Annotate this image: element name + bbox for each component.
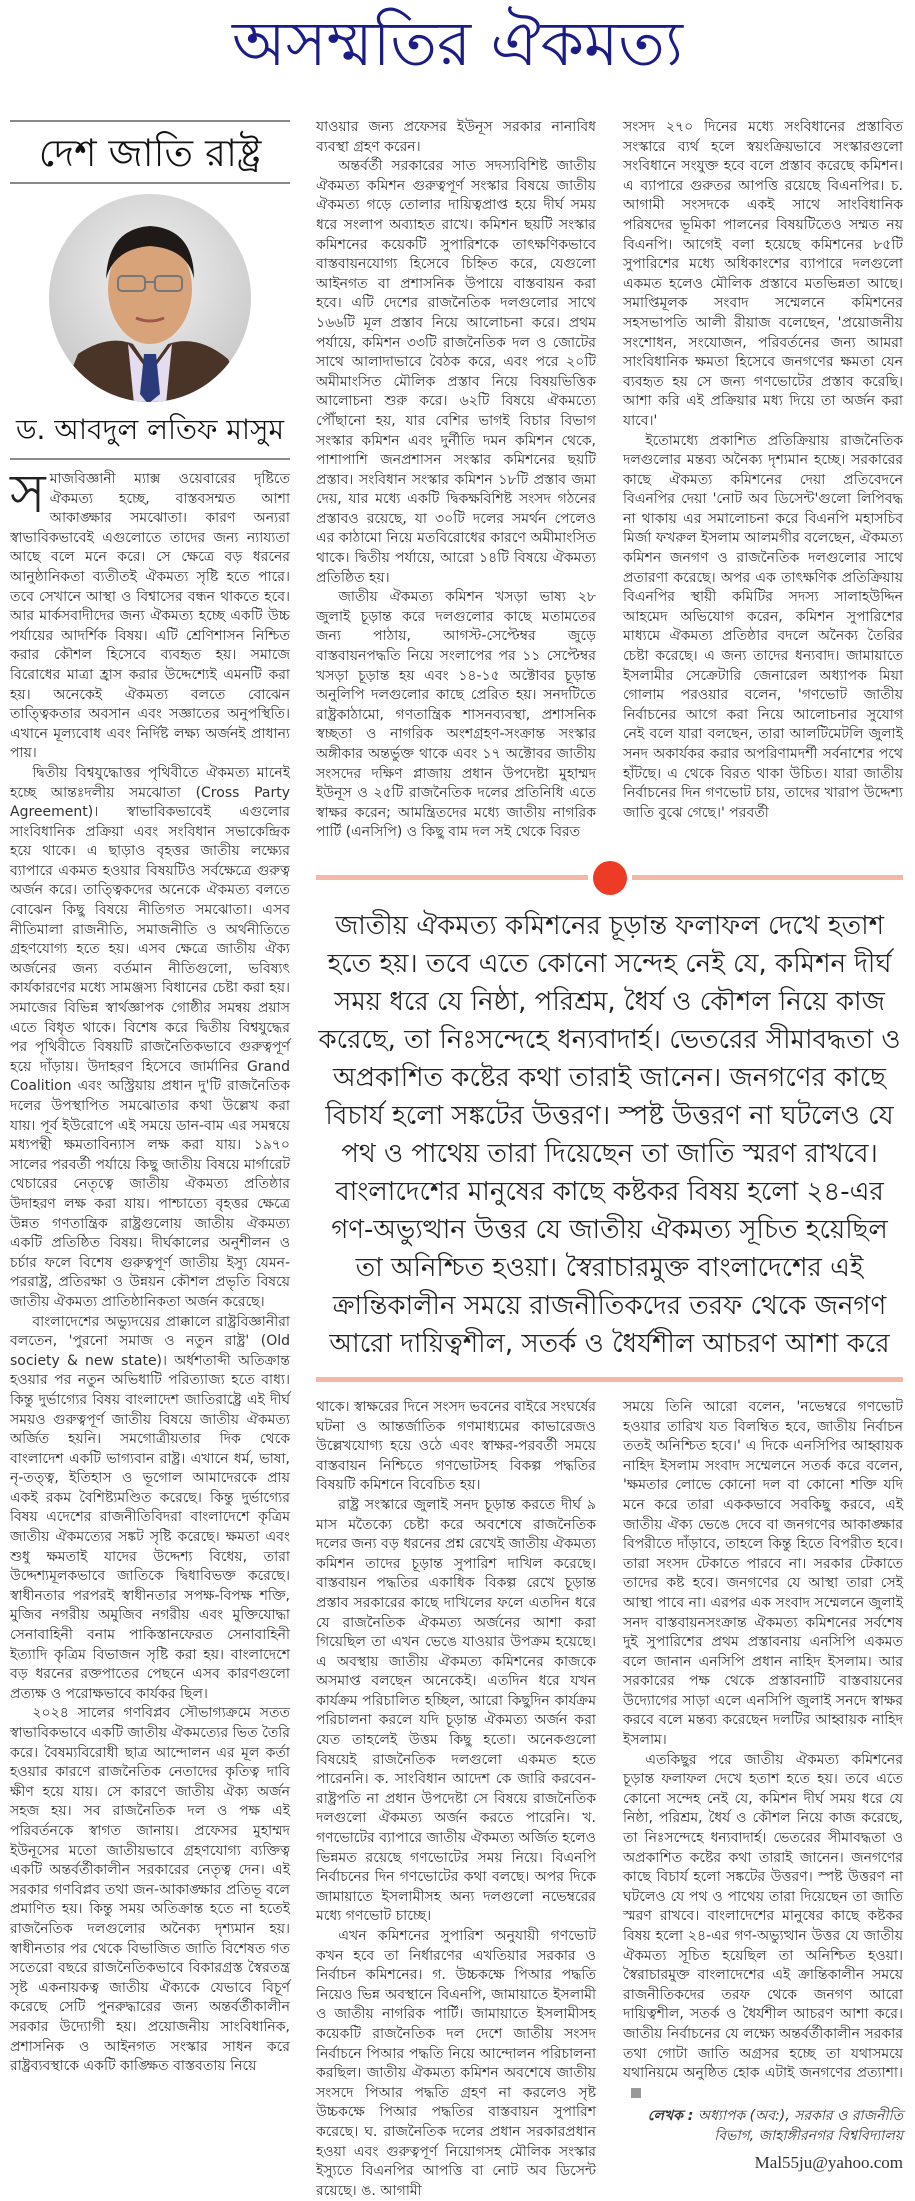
left-column-wrapper	[10, 120, 290, 2077]
pull-quote-block	[316, 843, 903, 1398]
author-email: Mal55ju@yahoo.com	[754, 2152, 903, 2172]
red-dot-icon	[593, 861, 627, 895]
paragraph: রাষ্ট্র সংস্কারে জুলাই সনদ চূড়ান্ত করতে দীর্ঘ ৯ মাস মতৈক্যে চেষ্টা করে অবশেষে রাজনৈতিক দলের জন্য বড় ধরনের প্রশ্ন রেখেই জাতীয় ঐকমত্য কমিশন তাদের চূড়ান্ত সুপারিশ দাখিল করেছে। বাস্তবায়ন পদ্ধতির একাধিক বিকল্প রেখে চূড়ান্ত প্রস্তাব সরকারের কাছে দাখিলের ফলে এতদিন ধরে যে রাজনৈতিক ঐকমত্য অর্জনের আশা করা গিয়েছিল তা এখন ভেঙে যাওয়ার উপক্রম হয়েছে। এ অবস্থায় জাতীয় ঐকমত্য কমিশনের কাজকে অসমাপ্ত বলছেন অনেকেই। এতদিন ধরে যখন কার্যক্রম পরিচালিত হচ্ছিল, আরো কিছুদিন কার্যক্রম পরিচালনা করলে যদি চূড়ান্ত ঐকমত্য অর্জন করা যেত তাহলেই উত্তম কিছু হতো। অনেকগুলো বিষয়েই রাজনৈতিক দলগুলো একমত হতে পারেননি। ক. সাংবিধান আদেশ কে জারি করবেন- রাষ্ট্রপতি না প্রধান উপদেষ্টা সে বিষয়ে রাজনৈতিক দলগুলো ঐকমত্য অর্জন করতে পারেনি। খ. গণভোটের ব্যাপারে জাতীয় ঐকমত্য অর্জিত হলেও ভিন্নমত রয়েছে গণভোটের সময় নিয়ে। বিএনপি নির্বাচনের দিন গণভোটের কথা বলছে। অপর দিকে জামায়াতে ইসলামীসহ অন্য দলগুলো নভেম্বরের মধ্যে গণভোট চাচ্ছে।	[316, 1496, 596, 1925]
right-column-bottom	[623, 1398, 903, 2172]
drop-cap: স	[10, 462, 46, 525]
paragraph: এখন কমিশনের সুপারিশ অনুযায়ী গণভোট কখন হবে তা নির্ধারণের এখতিয়ার সরকার ও নির্বাচন কমিশনের। গ. উচ্চকক্ষে পিআর পদ্ধতি নিয়েও ভিন্ন অবস্থানে বিএনপি, জামায়াতে ইসলামী ও জাতীয় নাগরিক পার্টি। জামায়াতে ইসলামীসহ কয়েকটি রাজনৈতিক দল দেশে জাতীয় সংসদ নির্বাচনে পিআর পদ্ধতি নিয়ে আন্দোলন পরিচালনা করছিল। জাতীয় ঐকমত্য কমিশন অবশেষে জাতীয় সংসদে পিআর পদ্ধতি গ্রহণ না করলেও সৃষ্ট উচ্চকক্ষে পিআর পদ্ধতির বাস্তবায়ন সুপারিশ করেছে। ঘ. রাজনৈতিক দলের প্রধান সরকারপ্রধান হওয়া এবং গুরুত্বপূর্ণ নিয়োগসহ মৌলিক সংস্কার ইস্যুতে বিএনপির আপত্তি বা নোট অব ডিসেন্ট রয়েছে। ঙ. আগামী	[316, 1928, 596, 2199]
paragraph: সমাজবিজ্ঞানী ম্যাক্স ওয়েবারের দৃষ্টিতে ঐকমত্য হচ্ছে, বাস্তবসম্মত আশা আকাঙ্ক্ষার সমঝোতা। কারণ অন্যরা স্বাভাবিকভাবেই এগুলোতে তাদের জন্য ন্যায্যতা আছে বলে মনে করে। সে ক্ষেত্রে বড় ধরনের আনুষ্ঠানিকতা ব্যতীতই ঐকমত্য সৃষ্টি হতে পারে। তবে সেখানে আস্থা ও বিশ্বাসের বন্ধন থাকতে হবে। আর মার্কসবাদীদের জন্য ঐকমত্য হচ্ছে একটি উচ্চ পর্যায়ের আদর্শিক বিষয়। এটি শ্রেণিশাসন নিশ্চিত করার কৌশল হিসেবে ব্যবহৃত হয়। সমাজে বিরোধের মাত্রা হ্রাস করার উদ্দেশ্যেই এমনটি করা হয়। অনেকেই ঐকমত্য বলতে বোঝেন তাত্ত্বিকতার অবসান এবং সজ্ঞাতের অনুপস্থিতি। এখানে মূল্যবোধ এবং নির্দিষ্ট লক্ষ্য অর্জনই প্রাধান্য পায়।	[10, 462, 290, 762]
pull-quote: জাতীয় ঐকমত্য কমিশনের চূড়ান্ত ফলাফল দেখে হতাশ হতে হয়। তবে এতে কোনো সন্দেহ নেই যে, কমিশন দীর্ঘ সময় ধরে যে নিষ্ঠা, পরিশ্রম, ধৈর্য ও কৌশল নিয়ে কাজ করেছে, তা নিঃসন্দেহে ধন্যবাদার্হ। ভেতরের সীমাবদ্ধতা ও অপ্রকাশিত কষ্টের কথা তারাই জানেন। জনগণের কাছে বিচার্য হলো সঙ্কটের উত্তরণ। স্পষ্ট উত্তরণ না ঘটলেও যে পথ ও পাথেয় তারা দিয়েছেন তা জাতি স্মরণ রাখবে। বাংলাদেশের মানুষের কাছে কষ্টকর বিষয় হলো ২৪-এর গণ-অভ্যুত্থান উত্তর যে জাতীয় ঐকমত্য সূচিত হয়েছিল তা অনিশ্চিত হওয়া। স্বৈরাচারমুক্ত বাংলাদেশের এই ক্রান্তিকালীন সময়ে রাজনীতিকদের তরফ থেকে জনগণ আরো দায়িত্বশীল, সতর্ক ও ধৈর্যশীল আচরণ আশা করে	[318, 910, 901, 1359]
bottom-columns	[316, 1398, 903, 2201]
pull-quote-rule	[632, 875, 904, 880]
paragraph: দ্বিতীয় বিশ্বযুদ্ধোত্তর পৃথিবীতে ঐকমত্য মানেই হচ্ছে আন্তঃদলীয় সমঝোতা (Cross Party Agreement)। স্বাভাবিকভাবেই এগুলোর সাংবিধানিক প্রক্রিয়া এবং সংবিধান সভাকেন্দ্রিক হয়ে থাকে। এ ছাড়াও বৃহত্তর জাতীয় লক্ষ্যের ব্যাপারে একমত হওয়ার বিষয়টিও সর্বক্ষেত্রে গুরুত্ব অর্জন করে। তাত্ত্বিকদের অনেকে ঐকমত্য বলতে বোঝেন কিছু বিষয়ে নীতিগত সমঝোতা। এসব নীতিমালা রাজনীতি, সমাজনীতি ও অর্থনীতিতে গ্রহণযোগ্য হতে হয়। এসব ক্ষেত্রে জাতীয় ঐক্য অর্জনের জন্য বর্তমান নীতিগুলো, ভবিষ্যৎ কার্যকারণের মধ্যে সামঞ্জস্য বিধানের চেষ্টা করা হয়। সমাজের বিভিন্ন স্বার্থজ্ঞাপক গোষ্ঠীর সমন্বয় প্রয়াস এতে বিধৃত থাকে। বিশেষ করে দ্বিতীয় বিশ্বযুদ্ধের পর পৃথিবীতে বিষয়টি রাজনৈতিকভাবে গুরুত্বপূর্ণ হয়ে দাঁড়ায়। উদাহরণ হিসেবে জার্মানির Grand Coalition এবং অস্ট্রিয়ায় প্রধান দু'টি রাজনৈতিক দলের উপস্থাপিত সমঝোতার কথা উল্লেখ করা যায়। পূর্ব ইউরোপে এই সময়ে ডান-বাম এর সমন্বয়ে মধ্যপন্থী ক্ষমতাবিন্যাস লক্ষ করা যায়। ১৯৭০ সালের পরবর্তী পর্যায়ে কিছু জাতীয় বিষয়ে মার্গারেট থেচারের নেতৃত্বে জাতীয় ঐকমত্য প্রতিষ্ঠার উদাহরণ লক্ষ করা যায়। পাশ্চাত্যে বৃহত্তর ক্ষেত্রে উন্নত গণতান্ত্রিক রাষ্ট্রগুলোয় জাতীয় ঐকমত্য একটি প্রতিষ্ঠিত বিষয়। দীর্ঘকালের অনুশীলন ও চর্চার ফলে বিশেষ গুরুত্বপূর্ণ জাতীয় ইস্যু যেমন- পররাষ্ট্র, প্রতিরক্ষা ও উন্নয়ন কৌশল প্রভৃতি বিষয়ে জাতীয় ঐকমত্য প্রাতিষ্ঠানিকতা অর্জন করেছে।	[10, 764, 290, 1310]
end-mark-icon	[631, 2088, 641, 2098]
byline: লেখক : অধ্যাপক (অব:), সরকার ও রাজনীতি বিভাগ, জাহাঙ্গীরনগর বিশ্ববিদ্যালয়	[647, 2108, 903, 2144]
paragraph: সময়ে তিনি আরো বলেন, 'নভেম্বরে গণভোট হওয়ার তারিখ যত বিলম্বিত হবে, জাতীয় নির্বাচন ততই অনিশ্চিত হবে।' এ দিকে এনসিপির আহ্বায়ক নাহিদ ইসলাম সংবাদ সম্মেলনে সতর্ক করে বলেন, 'ক্ষমতার লোভে কোনো দল বা কোনো শক্তি যদি মনে করে তারা এককভাবে সবকিছু করবে, এই জাতীয় ঐক্য ভেঙে দেবে বা জনগণের আকাঙ্ক্ষার বিপরীতে দাঁড়াবে, তাহলে কিন্তু হিতে বিপরীত হবে। তারা সংসদ টেকাতে পারবে না। সরকার টেকাতে তাদের কষ্ট হবে। জনগণের যে আস্থা তারা সেই আস্থা পাবে না। এরপর এক সংবাদ সম্মেলনে জুলাই সনদ বাস্তবায়নসংক্রান্ত ঐকমত্য কমিশনের সর্বশেষ দুই সুপারিশের প্রথম প্রস্তাবনায় এনসিপি একমত বলে জানান এনসিপি প্রধান নাহিদ ইসলাম। আর সরকারের পক্ষ থেকে প্রস্তাবনাটি বাস্তবায়নের উদ্যোগের সাড়া এলে এনসিপি জুলাই সনদে স্বাক্ষর করবে বলে মন্তব্য করেছেন দলটির আহ্বায়ক নাহিদ ইসলাম।	[623, 1398, 903, 1749]
divider	[10, 182, 290, 184]
paragraph: ২০২৪ সালের গণবিপ্লব সৌভাগ্যক্রমে সতত স্বাভাবিকভাবে একটি জাতীয় ঐকমত্যের ভিত তৈরি করে। বৈষম্যবিরোধী ছাত্র আন্দোলন এর মূল কর্তা হওয়ার কারণে রাজনৈতিক নেতাদের কৃতিত্ব দাবি ক্ষীণ হয়ে যায়। সে কারণে জাতীয় ঐক্য অর্জন সহজ হয়। সব রাজনৈতিক দল ও পক্ষ এই পরিবর্তনকে স্বাগত জানায়। প্রফেসর মুহাম্মদ ইউনূসের মতো জাতীয়ভাবে গ্রহণযোগ্য ব্যক্তিত্ব একটি অন্তর্বর্তীকালীন সরকারের নেতৃত্ব দেন। এই সরকার গণবিপ্লব তথা জন-আকাঙ্ক্ষার প্রতিভূ বলে প্রমাণিত হয়। কিন্তু সময় অতিক্রান্ত হতে না হতেই রাজনৈতিক দলগুলোর অনৈক্য দৃশ্যমান হয়। স্বাধীনতার পর থেকে বিভাজিত জাতি বিশেষত গত সতেরো বছরে রাজনৈতিকভাবে বিকারগ্রস্ত স্বৈরতন্ত্র সৃষ্ট একনায়কত্ব জাতীয় ঐক্যকে যেভাবে বিচূর্ণ করেছে সেটি পুনরুদ্ধারের জন্য অন্তর্বর্তীকালীন সরকার উদ্যোগী হয়। প্রয়োজনীয় সাংবিধানিক, প্রশাসনিক ও আইনগত সংস্কার সাধন করে রাষ্ট্রব্যবস্থাকে একটি কাঙ্ক্ষিত বাস্তবতায় নিয়ে	[10, 1705, 290, 2075]
paragraph: সংসদ ২৭০ দিনের মধ্যে সংবিধানের প্রস্তাবিত সংস্কারে ব্যর্থ হলে স্বয়ংক্রিয়ভাবে সংস্কারগুলো সংবিধানে সংযুক্ত হবে বলে প্রস্তাব করেছে কমিশন। এ ব্যাপারে গুরুতর আপত্তি রয়েছে বিএনপির। চ. আগামী সংসদকে একই সাথে সাংবিধানিক পরিষদের ভূমিকা পালনের বিষয়টিতেও সম্মত নয় বিএনপি। আগেই বলা হয়েছে কমিশনের ৮৫টি সুপারিশের মধ্যে অধিকাংশের ব্যাপারে দলগুলো একমত হলেও মৌলিক প্রস্তাবে মতভিন্নতা আছে। সমাপ্তিমূলক সংবাদ সম্মেলনে কমিশনের সহসভাপতি আলী রীয়াজ বলেছেন, 'প্রয়োজনীয় সংশোধন, সংযোজন, পরিবর্তনের জন্য আমরা সাংবিধানিক ক্ষমতা হিসেবে জনগণের ক্ষমতা যেন ব্যবহৃত হয় সে জন্য গণভোটের প্রস্তাব করেছি। আশা করি এই প্রক্রিয়ার মধ্য দিয়ে তা অর্জন করা যাবে।'	[623, 119, 903, 429]
left-column	[10, 462, 290, 2077]
headline: অসম্মতির ঐকমত্য	[232, 7, 683, 80]
right-column-top	[623, 118, 903, 823]
pull-quote-top-rule	[316, 861, 903, 895]
paragraph: এতকিছুর পরে জাতীয় ঐকমত্য কমিশনের চূড়ান্ত ফলাফল দেখে হতাশ হতে হয়। তবে এতে কোনো সন্দেহ নেই যে, কমিশন দীর্ঘ সময় ধরে যে নিষ্ঠা, পরিশ্রম, ধৈর্য ও কৌশল নিয়ে কাজ করেছে, তা নিঃসন্দেহে ধন্যবাদার্হ। ভেতরের সীমাবদ্ধতা ও অপ্রকাশিত কষ্টের কথা তারাই জানেন। জনগণের কাছে বিচার্য হলো সঙ্কটের উত্তরণ। স্পষ্ট উত্তরণ না ঘটলেও যে পথ ও পাথেয় তারা দিয়েছেন তা জাতি স্মরণ রাখবে। বাংলাদেশের মানুষের কাছে কষ্টকর বিষয় হলো ২৪-এর গণ-অভ্যুত্থান উত্তর যে জাতীয় ঐকমত্য সূচিত হয়েছিল তা অনিশ্চিত হওয়া। স্বৈরাচারমুক্ত বাংলাদেশের এই ক্রান্তিকালীন সময়ে রাজনীতিকদের তরফ থেকে জনগণ আরো দায়িত্বশীল, সতর্ক ও ধৈর্যশীল আচরণ আশা করে। জাতীয় নির্বাচনের যে লক্ষ্যে অন্তর্বর্তীকালীন সরকার তথা গোটা জাতি অগ্রসর হচ্ছে তা যথাসময়ে যথানিয়মে অনুষ্ঠিত হোক এটাই জনগণের প্রত্যাশা।	[623, 1751, 903, 2104]
paragraph: বাংলাদেশের অভ্যুদয়ের প্রাক্কালে রাষ্ট্রবিজ্ঞানীরা বলতেন, 'পুরনো সমাজ ও নতুন রাষ্ট্র' (Old society & new state)। অর্ধশতাব্দী অতিক্রান্ত হওয়ার পর নতুন অভিধাটি পরিত্যাজ্য হতে বাধ্য। কিন্তু দুর্ভাগ্যের বিষয় বাংলাদেশ জাতিরাষ্ট্রে এই দীর্ঘ সময়ও গুরুত্বপূর্ণ জাতীয় বিষয়ে জাতীয় ঐকমত্য অর্জিত হয়নি। সমগোত্রীয়তার দিক থেকে বাংলাদেশ একটি ভাগ্যবান রাষ্ট্র। এখানে ধর্ম, ভাষা, নৃ-তত্ত্ব, ইতিহাস ও ভূগোল আমাদেরকে প্রায় একই রকম বৈশিষ্ট্যমণ্ডিত করেছে। কিন্তু দুর্ভাগ্যের বিষয় এদেশের রাজনীতিবিদরা বাংলাদেশে কৃত্রিম জাতীয় ঐকমত্যের সঙ্কট সৃষ্টি করেছে। ক্ষমতা এবং শুধু ক্ষমতাই যাদের উদ্দেশ্য বিধেয়, তারা উদ্দেশ্যমূলকভাবে জাতিকে দ্বিধাবিভক্ত করেছে। স্বাধীনতার পরপরই স্বাধীনতার সপক্ষ-বিপক্ষ শক্তি, মুজিব নগরীয় অমুজিব নগরীয় এবং মুক্তিযোদ্ধা সেনাবাহিনী বনাম পাকিস্তানফেরত সেনাবাহিনী ইত্যাদি কৃত্রিম বিভাজন সৃষ্টি করা হয়। বাংলাদেশে বড় ধরনের রক্তপাতের পেছনে এসব কারণগুলো প্রত্যক্ষ ও পরোক্ষভাবে কার্যকর ছিল।	[10, 1313, 290, 1702]
paragraph: অন্তর্বর্তী সরকারের সাত সদস্যবিশিষ্ট জাতীয় ঐকমত্য কমিশন গুরুত্বপূর্ণ সংস্কার বিষয়ে জাতীয় ঐকমত্য গড়ে তোলার দায়িত্বপ্রাপ্ত হয়ে দীর্ঘ সময় ধরে সংলাপ অব্যাহত রাখে। কমিশন ছয়টি সংস্কার কমিশনের কয়েকটি সুপারিশকে তাৎক্ষণিকভাবে বাস্তবায়নযোগ্য হিসেবে চিহ্নিত করে, যেগুলো আইনগত বা প্রশাসনিক উপায়ে বাস্তবায়ন করা হবে। এটি দেশের রাজনৈতিক দলগুলোর সাথে ১৬৬টি মূল প্রস্তাব নিয়ে আলোচনা করে। প্রথম পর্যায়ে, কমিশন ৩৩টি রাজনৈতিক দল ও জোটের সাথে আলাদাভাবে বৈঠক করে, এবং পরে ২০টি অমীমাংসিত মৌলিক প্রস্তাব নিয়ে বিষয়ভিত্তিক আলোচনা শুরু করে। ৬২টি বিষয়ে ঐকমত্যে পৌঁছানো হয়, যার বেশির ভাগই বিচার বিভাগ সংস্কার কমিশন এবং দুর্নীতি দমন কমিশন থেকে, পাশাপাশি জনপ্রশাসন সংস্কার কমিশনের ছয়টি প্রস্তাব। সংবিধান সংস্কার কমিশন ১৮টি প্রস্তাব জমা দেয়, যার মধ্যে একটি দ্বিকক্ষবিশিষ্ট সংসদ গঠনের প্রস্তাবও রয়েছে, যা ৩০টি দলের সমর্থন পেলেও এর কাঠামো নিয়ে মতবিরোধের কারণে অমীমাংসিত থাকে। দ্বিতীয় পর্যায়ে, আরো ১৪টি বিষয়ে ঐকমত্য প্রতিষ্ঠিত হয়।	[316, 158, 596, 586]
author-photo	[48, 194, 252, 402]
divider	[10, 120, 290, 122]
paragraph: ইতোমধ্যে প্রকাশিত প্রতিক্রিয়ায় রাজনৈতিক দলগুলোর মন্তব্য অনৈক্য দৃশ্যমান হচ্ছে। সরকারের কাছে ঐকমত্য কমিশনের দেয়া প্রতিবেদনে বিএনপির দেয়া 'নোট অব ডিসেন্ট'গুলো লিপিবদ্ধ না থাকায় এর সমালোচনা করে বিএনপি মহাসচিব মির্জা ফখরুল ইসলাম আলমগীর বলেছেন, ঐকমত্য কমিশন জনগণ ও রাজনৈতিক দলগুলোর সাথে প্রতারণা করেছে। অপর এক তাৎক্ষণিক প্রতিক্রিয়ায় বিএনপির স্থায়ী কমিটির সদস্য সালাহউদ্দিন আহমেদ অভিযোগ করেন, কমিশন সুপারিশের মাধ্যমে ঐকমত্য প্রতিষ্ঠার বদলে অনৈক্য তৈরির চেষ্টা করেছে। এ জন্য তাদের ধন্যবাদ। জামায়াতে ইসলামীর সেক্রেটারি জেনারেল অধ্যাপক মিয়া গোলাম পরওয়ার বলেন, 'গণভোট জাতীয় নির্বাচনের আগে করা নিয়ে আলোচনার সুযোগ নেই বলে যারা বলছেন, তারা আলটিমেটলি জুলাই সনদ অকার্যকর করার অপরিণামদর্শী সর্বনাশের পথে হাঁটছে। এ থেকে বিরত থাকা উচিত। যারা জাতীয় নির্বাচনের দিন গণভোট চায়, তাদের খারাপ উদ্দেশ্য জাতি বুঝে গেছে।' পরবর্তী	[623, 432, 903, 821]
paragraph: থাকে। স্বাক্ষরের দিনে সংসদ ভবনের বাইরে সংঘর্ষের ঘটনা ও আন্তর্জাতিক গণমাধ্যমের কাভারেজও উল্লেখযোগ্য হয়ে ওঠে এবং স্বাক্ষর-পরবর্তী সময়ে বাস্তবায়ন নিশ্চিতে গণভোটসহ বিকল্প পদ্ধতির বিষয়টি কমিশনে বিবেচিত হয়।	[316, 1398, 596, 1494]
pull-quote-rule	[316, 1377, 903, 1382]
top-columns	[316, 118, 903, 843]
author-name: ড. আবদুল লতিফ মাসুম	[15, 413, 285, 446]
middle-column-bottom	[316, 1398, 596, 2201]
main-area	[316, 118, 903, 2201]
pull-quote-rule	[316, 875, 588, 880]
paragraph: জাতীয় ঐকমত্য কমিশন খসড়া ভাষ্য ২৮ জুলাই চূড়ান্ত করে দলগুলোর কাছে মতামতের জন্য পাঠায়, আগস্ট-সেপ্টেম্বর জুড়ে বাস্তবায়নপদ্ধতি নিয়ে সংলাপের পর ১১ সেপ্টেম্বর খসড়া চূড়ান্ত হয় এবং ১৪-১৫ অক্টোবর চূড়ান্ত অনুলিপি দলগুলোর কাছে প্রেরিত হয়। সনদটিতে রাষ্ট্রকাঠামো, গণতান্ত্রিক শাসনব্যবস্থা, প্রশাসনিক স্বচ্ছতা ও নাগরিক অংশগ্রহণ-সংক্রান্ত সংস্কার অঙ্গীকার অন্তর্ভুক্ত থাকে এবং ১৭ অক্টোবর জাতীয় সংসদের দক্ষিণ প্লাজায় প্রধান উপদেষ্টা মুহাম্মদ ইউনূস ও ২৫টি রাজনৈতিক দলের প্রতিনিধি এতে স্বাক্ষর করেন; আমন্ত্রিতদের মধ্যে জাতীয় নাগরিক পার্টি (এনসিপি) ও কিছু বাম দল সই থেকে বিরত	[316, 589, 596, 841]
middle-column-top	[316, 118, 596, 843]
column-name: দেশ জাতি রাষ্ট্র	[38, 131, 262, 175]
divider	[10, 458, 290, 460]
paragraph: যাওয়ার জন্য প্রফেসর ইউনূস সরকার নানাবিধ ব্যবস্থা গ্রহণ করেন।	[316, 119, 596, 155]
